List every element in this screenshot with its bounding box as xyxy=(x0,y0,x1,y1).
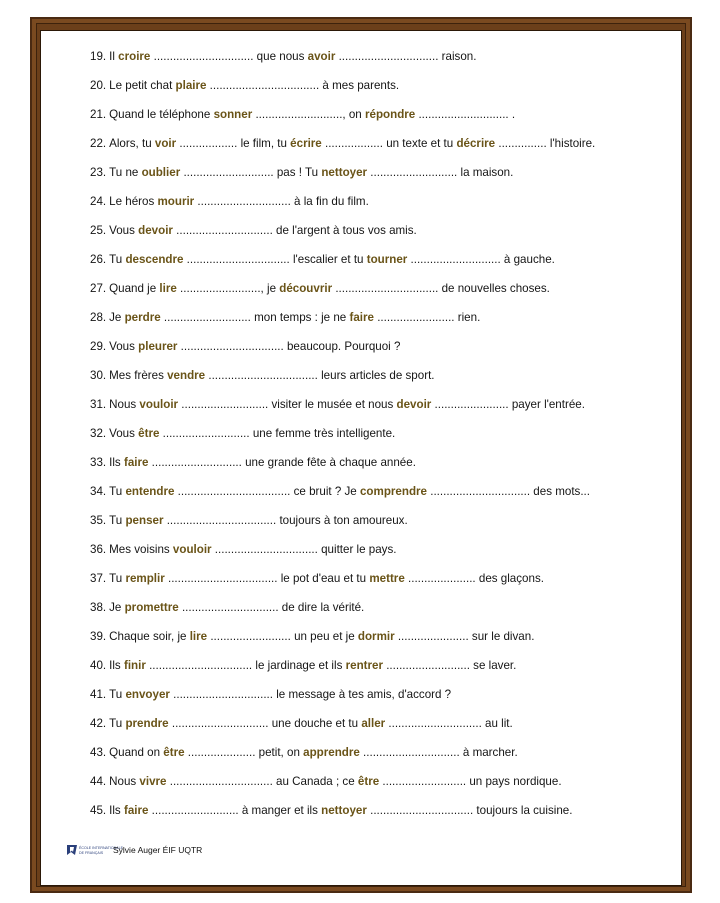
sentence-text: ............................ une grande fête à chaque année. xyxy=(148,456,416,469)
infinitive-verb: aller xyxy=(361,717,386,730)
exercise-item xyxy=(90,162,513,184)
infinitive-verb: entendre xyxy=(125,485,175,498)
sentence-text: ........................... mon temps : je ne xyxy=(160,311,350,324)
infinitive-verb: faire xyxy=(349,311,374,324)
sentence-text: Vous xyxy=(109,427,139,440)
sentence-text: Alors, tu xyxy=(109,137,155,150)
exercise-item xyxy=(90,684,451,706)
item-number: 24. xyxy=(90,195,107,208)
item-number: 38. xyxy=(90,601,107,614)
item-number: 31. xyxy=(90,398,107,411)
sentence-text: .......................... se laver. xyxy=(382,659,517,672)
infinitive-verb: nettoyer xyxy=(321,166,368,179)
sentence-text: Tu xyxy=(109,688,126,701)
sentence-text: .................................. leurs articles de sport. xyxy=(205,369,435,382)
infinitive-verb: plaire xyxy=(175,79,207,92)
infinitive-verb: descendre xyxy=(125,253,184,266)
item-number: 28. xyxy=(90,311,107,324)
exercise-item xyxy=(90,626,534,648)
sentence-text: Tu xyxy=(109,485,126,498)
infinitive-verb: rentrer xyxy=(345,659,383,672)
sentence-text: .................................. toujours à ton amoureux. xyxy=(163,514,408,527)
infinitive-verb: découvrir xyxy=(279,282,333,295)
sentence-text: Tu xyxy=(109,572,126,585)
sentence-text: ....................... payer l'entrée. xyxy=(431,398,585,411)
exercise-item xyxy=(90,104,515,126)
sentence-text: ............................ . xyxy=(415,108,516,121)
item-number: 20. xyxy=(90,79,107,92)
infinitive-verb: prendre xyxy=(125,717,169,730)
sentence-text: Tu xyxy=(109,717,126,730)
sentence-text: ................................ de nouvelles choses. xyxy=(332,282,550,295)
sentence-text: Tu xyxy=(109,514,126,527)
sentence-text: .............................. une douche et tu xyxy=(168,717,362,730)
infinitive-verb: voir xyxy=(154,137,177,150)
sentence-text: Nous xyxy=(109,398,140,411)
infinitive-verb: vouloir xyxy=(172,543,212,556)
infinitive-verb: dormir xyxy=(357,630,395,643)
exercise-item xyxy=(90,481,590,503)
exercise-item xyxy=(90,46,476,68)
infinitive-verb: vendre xyxy=(167,369,206,382)
school-logo-icon xyxy=(65,843,124,857)
infinitive-verb: oublier xyxy=(141,166,181,179)
worksheet-page xyxy=(40,30,682,886)
sentence-text: Tu ne xyxy=(109,166,142,179)
exercise-item xyxy=(90,568,544,590)
sentence-text: ........................., je xyxy=(176,282,280,295)
infinitive-verb: mourir xyxy=(157,195,195,208)
infinitive-verb: faire xyxy=(123,456,149,469)
infinitive-verb: être xyxy=(163,746,185,759)
infinitive-verb: apprendre xyxy=(303,746,360,759)
sentence-text: .............................. de l'argent à tous vos amis. xyxy=(172,224,417,237)
infinitive-verb: remplir xyxy=(125,572,165,585)
sentence-text: Quand le téléphone xyxy=(109,108,214,121)
exercise-item xyxy=(90,394,585,416)
item-number: 44. xyxy=(90,775,107,788)
exercise-item xyxy=(90,597,364,619)
infinitive-verb: décrire xyxy=(456,137,496,150)
sentence-text: ................................ quitter le pays. xyxy=(211,543,397,556)
sentence-text: ............................... raison. xyxy=(335,50,477,63)
sentence-text: ............................... que nous xyxy=(150,50,308,63)
exercise-item xyxy=(90,307,480,329)
item-number: 21. xyxy=(90,108,107,121)
logo-lettering: ÉCOLE INTERNATIONALE xyxy=(79,846,124,850)
sentence-text: ............................... le message à tes amis, d'accord ? xyxy=(169,688,452,701)
sentence-text: .............................. de dire la vérité. xyxy=(178,601,365,614)
sentence-text: ..................... petit, on xyxy=(184,746,304,759)
infinitive-verb: mettre xyxy=(369,572,405,585)
item-number: 23. xyxy=(90,166,107,179)
infinitive-verb: faire xyxy=(123,804,149,817)
author-credit: Sylvie Auger ÉIF UQTR xyxy=(113,845,203,855)
sentence-text: ................................ beaucoup. Pourquoi ? xyxy=(177,340,401,353)
item-number: 29. xyxy=(90,340,107,353)
exercise-item xyxy=(90,800,572,822)
item-number: 36. xyxy=(90,543,107,556)
exercise-item xyxy=(90,452,416,474)
infinitive-verb: pleurer xyxy=(138,340,178,353)
infinitive-verb: avoir xyxy=(307,50,336,63)
infinitive-verb: finir xyxy=(123,659,146,672)
exercise-item xyxy=(90,75,399,97)
item-number: 43. xyxy=(90,746,107,759)
sentence-text: ................................ le jardinage et ils xyxy=(145,659,346,672)
sentence-text: Mes frères xyxy=(109,369,168,382)
infinitive-verb: envoyer xyxy=(125,688,170,701)
sentence-text: ..................... des glaçons. xyxy=(404,572,544,585)
exercise-item xyxy=(90,423,395,445)
infinitive-verb: perdre xyxy=(124,311,161,324)
sentence-text: ............................ à gauche. xyxy=(407,253,555,266)
sentence-text: ............... l'histoire. xyxy=(495,137,596,150)
item-number: 25. xyxy=(90,224,107,237)
sentence-text: ............................. à la fin du film. xyxy=(194,195,369,208)
infinitive-verb: sonner xyxy=(213,108,253,121)
footer xyxy=(65,841,202,859)
sentence-text: ........................... à manger et ils xyxy=(148,804,322,817)
sentence-text: Ils xyxy=(109,659,124,672)
exercise-item xyxy=(90,539,397,561)
sentence-text: Vous xyxy=(109,340,139,353)
sentence-text: Le petit chat xyxy=(109,79,176,92)
sentence-text: Mes voisins xyxy=(109,543,173,556)
exercise-item xyxy=(90,133,595,155)
sentence-text: ........................... visiter le musée et nous xyxy=(178,398,397,411)
sentence-text: ........................... une femme très intelligente. xyxy=(159,427,396,440)
infinitive-verb: lire xyxy=(159,282,177,295)
sentence-text: ............................... des mots... xyxy=(427,485,590,498)
svg-text:DE FRANÇAIS: DE FRANÇAIS xyxy=(79,851,104,855)
item-number: 22. xyxy=(90,137,107,150)
sentence-text: .................................. à mes parents. xyxy=(206,79,400,92)
sentence-text: Il xyxy=(109,50,119,63)
infinitive-verb: vouloir xyxy=(139,398,179,411)
exercise-item xyxy=(90,336,400,358)
item-number: 19. xyxy=(90,50,107,63)
exercise-item xyxy=(90,249,555,271)
sentence-text: ................................ au Canada ; ce xyxy=(166,775,358,788)
sentence-text: Vous xyxy=(109,224,139,237)
exercise-item xyxy=(90,655,516,677)
sentence-text: .......................... un pays nordique. xyxy=(379,775,562,788)
infinitive-verb: devoir xyxy=(396,398,432,411)
infinitive-verb: comprendre xyxy=(359,485,427,498)
infinitive-verb: croire xyxy=(118,50,151,63)
sentence-text: ................................ l'escalier et tu xyxy=(183,253,367,266)
infinitive-verb: vivre xyxy=(139,775,167,788)
sentence-text: .................. un texte et tu xyxy=(321,137,457,150)
sentence-text: .................................. le pot d'eau et tu xyxy=(164,572,370,585)
infinitive-verb: devoir xyxy=(138,224,173,237)
item-number: 42. xyxy=(90,717,107,730)
exercise-item xyxy=(90,510,408,532)
sentence-text: .............................. à marcher. xyxy=(359,746,518,759)
item-number: 39. xyxy=(90,630,107,643)
item-number: 45. xyxy=(90,804,107,817)
sentence-text: ..........................., on xyxy=(252,108,365,121)
sentence-text: ........................ rien. xyxy=(373,311,481,324)
item-number: 32. xyxy=(90,427,107,440)
sentence-text: ................................... ce bruit ? Je xyxy=(174,485,360,498)
item-number: 41. xyxy=(90,688,107,701)
sentence-text: Tu xyxy=(109,253,126,266)
exercise-item xyxy=(90,771,562,793)
infinitive-verb: tourner xyxy=(366,253,408,266)
exercise-item xyxy=(90,191,369,213)
sentence-text: ......................... un peu et je xyxy=(207,630,358,643)
item-number: 26. xyxy=(90,253,107,266)
item-number: 27. xyxy=(90,282,107,295)
sentence-text: Chaque soir, je xyxy=(109,630,190,643)
infinitive-verb: nettoyer xyxy=(321,804,367,817)
infinitive-verb: répondre xyxy=(364,108,416,121)
item-number: 35. xyxy=(90,514,107,527)
sentence-text: ........................... la maison. xyxy=(367,166,514,179)
infinitive-verb: écrire xyxy=(290,137,322,150)
sentence-text: Je xyxy=(109,601,125,614)
sentence-text: ...................... sur le divan. xyxy=(394,630,535,643)
sentence-text: Ils xyxy=(109,804,124,817)
item-number: 40. xyxy=(90,659,107,672)
sentence-text: Quand on xyxy=(109,746,164,759)
exercise-item xyxy=(90,713,513,735)
infinitive-verb: être xyxy=(138,427,160,440)
infinitive-verb: lire xyxy=(189,630,208,643)
sentence-text: Je xyxy=(109,311,125,324)
item-number: 34. xyxy=(90,485,107,498)
sentence-text: Nous xyxy=(109,775,140,788)
sentence-text: .................. le film, tu xyxy=(176,137,291,150)
item-number: 33. xyxy=(90,456,107,469)
sentence-text: ............................ pas ! Tu xyxy=(180,166,322,179)
sentence-text: Ils xyxy=(109,456,124,469)
sentence-text: ............................. au lit. xyxy=(385,717,513,730)
exercise-item xyxy=(90,365,435,387)
sentence-text: ................................ toujours la cuisine. xyxy=(366,804,573,817)
exercise-item xyxy=(90,220,417,242)
infinitive-verb: être xyxy=(357,775,380,788)
item-number: 30. xyxy=(90,369,107,382)
item-number: 37. xyxy=(90,572,107,585)
infinitive-verb: penser xyxy=(125,514,164,527)
infinitive-verb: promettre xyxy=(124,601,179,614)
exercise-item xyxy=(90,278,550,300)
sentence-text: Quand je xyxy=(109,282,160,295)
sentence-text: Le héros xyxy=(109,195,158,208)
exercise-item xyxy=(90,742,518,764)
